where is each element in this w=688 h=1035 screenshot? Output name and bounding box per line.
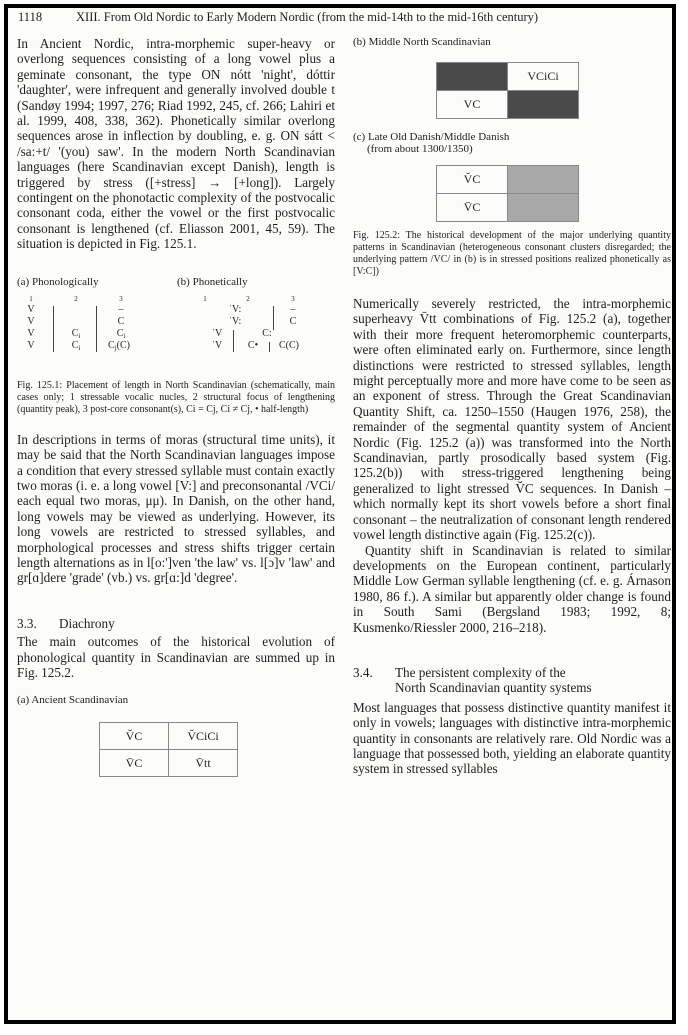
fig-a-cell: $C_i$ (71, 327, 81, 340)
fig-a-cell: V (27, 327, 35, 339)
figure-a-label: (a) Ancient Scandinavian (17, 694, 129, 707)
figure-b-table (436, 62, 579, 119)
table-cell: V̆C (437, 166, 508, 194)
paragraph-related-developments: Quantity shift in Scandinavian is related to similar developments on the European continent, particularly Middle Low German syllable lengthening (cf. e. g. Árnason 1980, 86 f.). A similar but apparently older change is found in South Sami (Bergsland 1983; 1992, 8; Kusmenko/Riessler 2000, 216–218). (353, 542, 671, 635)
figure-125-2-caption: Fig. 125.2: The historical development of the major underlying quantity patterns in Scandinavian (heterogeneous consonant clusters disregarded; the underlying pattern /VC/ in (b) is in stressed positions realized phonetically as [V:C]) (353, 230, 671, 277)
table-cell: VCiCi (508, 63, 579, 91)
table-cell: V̄C (100, 750, 169, 777)
fig-b-cell: – (290, 303, 296, 315)
table-cell: V̆CiCi (169, 723, 238, 750)
paragraph-ancient-nordic: In Ancient Nordic, intra-morphemic super-heavy or overlong sequences consisting of a long vowel plus a geminate consonant, the type ON nótt 'night', dóttir 'daughter', were infrequent and generally involved double t (Sandøy 1994; 1997, 276; Riad 1992, 245, cf. 266; Lahiri et al. 1999, 408, 338, 362). Phonetically similar overlong sequences arose in inflection by doubling, e. g. ON sátt < /sa:+t/ '(you) saw'. In the modern North Scandinavian languages (here Scandinavian except Danish), length is triggered by stress ([+stress] → [+long]). Largely contingent on the phonotactic complexity of the postvocalic consonant coda, either the vowel or the first postvocalic consonant is lengthened (cf. Eliasson 2001, 45, 59). The situation is depicted in Fig. 125.1. (17, 36, 335, 252)
fig-b-cell: ˈV: (228, 303, 242, 315)
col-header-1: 1 (29, 294, 33, 303)
fig-a-cell: C (117, 315, 125, 327)
paragraph-quantity-shift: Numerically severely restricted, the intra-morphemic superheavy V̄tt combinations of Fig. 125.2 (a), together with their more frequent heteromorphemic counterparts, were often eliminated early on. Furthermore, since length distinctions were restricted to stressed syllables, length might perceptually more and more have come to be seen as an exponent of stress. Through the Great Scandinavian Quantity Shift, ca. 1250–1550 (Haugen 1976, 258), the remainder of the segmental quantity system of Ancient Nordic (Fig. 125.2 (a)) was transformed into the North Scandinavian, partly prosodically based system (Fig. 125.2(b)) with stress-triggered lengthening being generalized to light stressed V̆C sequences. In Danish – which normally kept its short vowels before a short final consonant – the neutralization of consonant length rendered vowel length distinctive again (Fig. 125.2(c)). (353, 296, 671, 543)
figure-c-sublabel: (from about 1300/1350) (367, 143, 473, 155)
fig-b-cell: C: (262, 327, 272, 339)
figure-panel-b-label: (b) Phonetically (177, 275, 248, 288)
col-header-2: 2 (74, 294, 78, 303)
section-title-line-2: North Scandinavian quantity systems (395, 680, 592, 696)
col-header-2: 2 (246, 294, 250, 303)
left-column (17, 34, 335, 777)
figure-c-table (436, 165, 579, 222)
paragraph-moras: In descriptions in terms of moras (structural time units), it may be said that the North Scandinavian languages impose a condition that every stressed syllable must contain exactly two moras (i. e. a long vowel [V:] and preconsonantal /VCi/ each equal two moras, μμ). In Danish, on the other hand, long vowels may be viewed as underlying. However, its long vowels are restricted to stressed syllables, and morphological processes and stress shifts trigger certain length alternations as in l[o:']ven 'the law' vs. l[ɔ]v 'law' and gr[ɑ]dere 'grade' (vb.) vs. gr[ɑ:]d 'degree'. (17, 431, 335, 586)
fig-b-cell: ˈV (211, 339, 223, 351)
fig-b-cell: C• (247, 339, 259, 351)
table-cell: V̄tt (169, 750, 238, 777)
section-title (395, 665, 592, 696)
page-number: 1118 (18, 10, 43, 24)
table-cell: VC (437, 91, 508, 119)
paragraph-diachrony: The main outcomes of the historical evolution of phonological quantity in Scandinavian are summed up in Fig. 125.2. (17, 634, 335, 680)
fig-a-cell: $C_i$ (116, 327, 126, 340)
section-number: 3.4. (353, 664, 373, 680)
fig-a-cell: $C_i$ (71, 339, 81, 352)
figure-panel-a-label: (a) Phonologically (17, 275, 99, 288)
running-header (18, 10, 668, 25)
figure-c-label: (c) Late Old Danish/Middle Danish (353, 131, 510, 143)
fig-a-cell: V (27, 315, 35, 327)
fig-a-cell: V (27, 339, 35, 351)
table-cell: V̄C (437, 194, 508, 222)
figure-125-1 (17, 276, 335, 376)
section-heading-3-4 (353, 665, 671, 696)
table-cell: V̆C (100, 723, 169, 750)
section-number: 3.3. (17, 615, 37, 631)
col-header-3: 3 (119, 294, 123, 303)
fig-a-cell: V (27, 303, 35, 315)
table-cell-shaded (508, 166, 579, 194)
fig-a-cell: – (118, 303, 124, 315)
section-heading-3-3 (17, 616, 335, 631)
fig-b-cell: ˈV: (228, 315, 242, 327)
figure-b-label: (b) Middle North Scandinavian (353, 36, 491, 48)
fig-b-cell: C(C) (279, 339, 299, 351)
section-title: Diachrony (59, 615, 115, 631)
paragraph-persistent-complexity: Most languages that possess distinctive quantity manifest it only in vowels; languages with distinctive intra-morphemic quantity in consonants are relatively rare. Old Nordic was a language that possessed both, yielding an elaborate quantity system in stressed syllables (353, 699, 671, 777)
table-cell-shaded (508, 91, 579, 119)
col-header-3: 3 (291, 294, 295, 303)
table-cell-shaded (508, 194, 579, 222)
table-cell-shaded (437, 63, 508, 91)
running-title: XIII. From Old Nordic to Early Modern Nordic (from the mid-14th to the mid-16th century) (76, 10, 539, 24)
figure-a-table (99, 722, 238, 777)
figure-125-1-caption: Fig. 125.1: Placement of length in North Scandinavian (schematically, main cases only; 1 stressable vocalic nucles, 2 structural focus of lengthening (quantity peak), 3 post-core consonant(s), Ci = Cj, Ci ≠ Cj, • half-length) (17, 379, 335, 415)
col-header-1: 1 (203, 294, 207, 303)
fig-b-cell: C (289, 315, 297, 327)
fig-b-cell: ˈV (211, 327, 223, 339)
fig-a-cell: $C_j(C)$ (108, 339, 130, 352)
right-column (353, 34, 671, 777)
section-title-line-1: The persistent complexity of the (395, 664, 566, 680)
